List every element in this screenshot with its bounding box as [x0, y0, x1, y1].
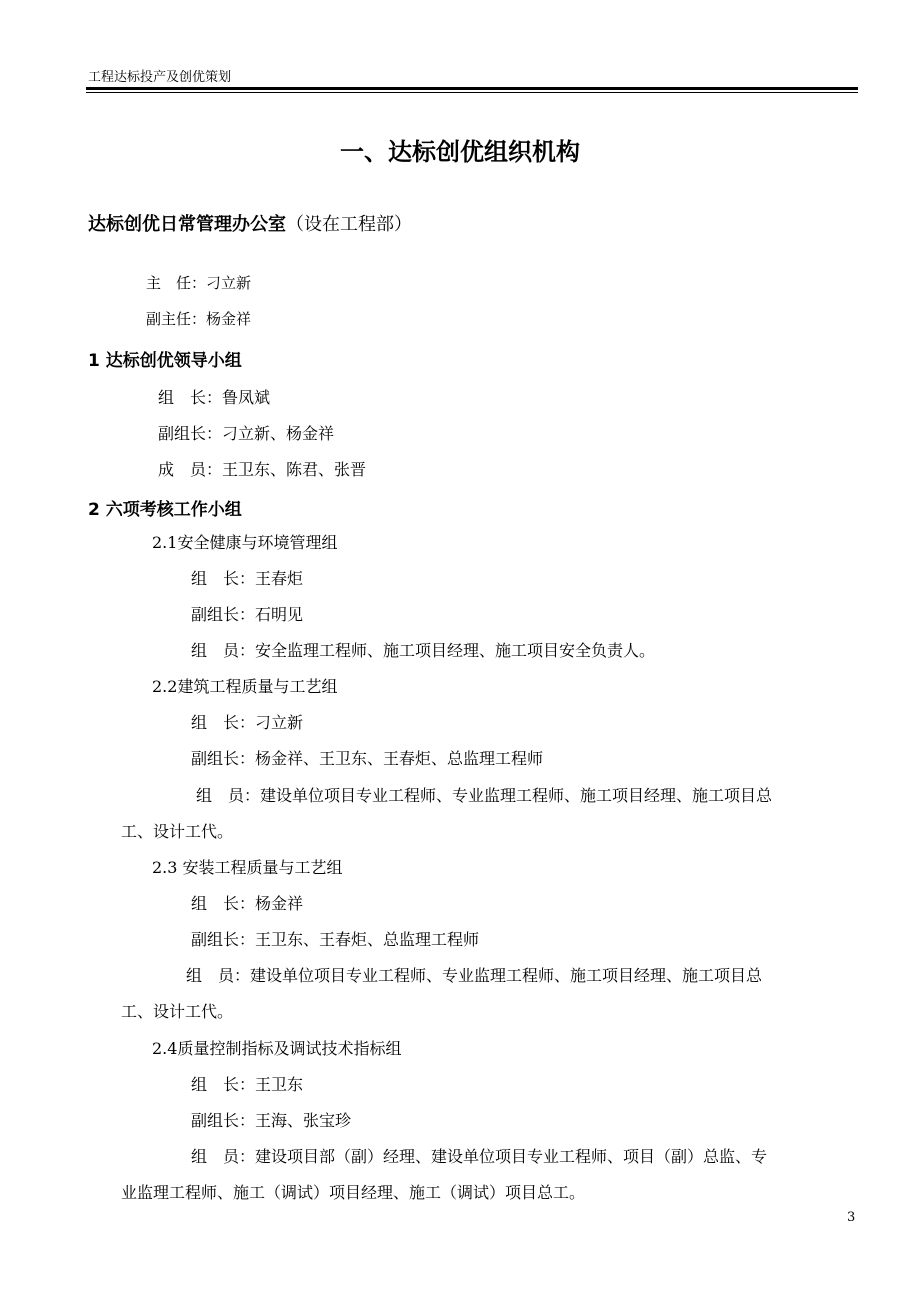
sub4-members-line1: 组 员：建设项目部（副）经理、建设单位项目专业工程师、项目（副）总监、专: [191, 1147, 768, 1166]
sub2-leader: 组 长：刁立新: [191, 713, 304, 732]
group2-heading: 2 六项考核工作小组: [88, 500, 242, 520]
sub4-members-line2: 业监理工程师、施工（调试）项目经理、施工（调试）项目总工。: [121, 1183, 586, 1202]
sub2-members-line2: 工、设计工代。: [121, 822, 234, 841]
sub1-heading: 2.1安全健康与环境管理组: [152, 533, 338, 552]
office-note: （设在工程部）: [286, 214, 412, 235]
header-rule-thick: [86, 87, 858, 90]
sub4-leader: 组 长：王卫东: [191, 1075, 304, 1094]
sub1-members: 组 员：安全监理工程师、施工项目经理、施工项目安全负责人。: [191, 641, 656, 660]
group1-members: 成 员：王卫东、陈君、张晋: [158, 460, 367, 479]
page-number: 3: [847, 1210, 856, 1225]
sub2-heading: 2.2建筑工程质量与工艺组: [152, 677, 338, 696]
sub3-heading: 2.3 安装工程质量与工艺组: [152, 858, 343, 877]
sub3-members-line1: 组 员：建设单位项目专业工程师、专业监理工程师、施工项目经理、施工项目总: [186, 966, 763, 985]
group1-leader: 组 长：鲁凤斌: [158, 388, 271, 407]
office-deputy: 副主任：杨金祥: [146, 310, 252, 328]
header-rule-thin: [86, 92, 858, 93]
office-name: 达标创优日常管理办公室: [88, 214, 286, 235]
sub1-leader: 组 长：王春炬: [191, 569, 304, 588]
page-title: 一、达标创优组织机构: [340, 138, 580, 166]
sub4-heading: 2.4质量控制指标及调试技术指标组: [152, 1039, 402, 1058]
sub4-deputy: 副组长：王海、张宝珍: [191, 1111, 352, 1130]
sub3-members-line2: 工、设计工代。: [121, 1002, 234, 1021]
running-header: 工程达标投产及创优策划: [88, 70, 232, 85]
sub2-deputy: 副组长：杨金祥、王卫东、王春炬、总监理工程师: [191, 749, 544, 768]
sub3-leader: 组 长：杨金祥: [191, 894, 304, 913]
office-director: 主 任：刁立新: [146, 274, 252, 292]
office-heading: [88, 210, 412, 236]
sub3-deputy: 副组长：王卫东、王春炬、总监理工程师: [191, 930, 480, 949]
sub1-deputy: 副组长：石明见: [191, 605, 304, 624]
group1-deputy: 副组长：刁立新、杨金祥: [158, 424, 335, 443]
group1-heading: 1 达标创优领导小组: [88, 351, 242, 371]
sub2-members-line1: 组 员：建设单位项目专业工程师、专业监理工程师、施工项目经理、施工项目总: [196, 786, 773, 805]
